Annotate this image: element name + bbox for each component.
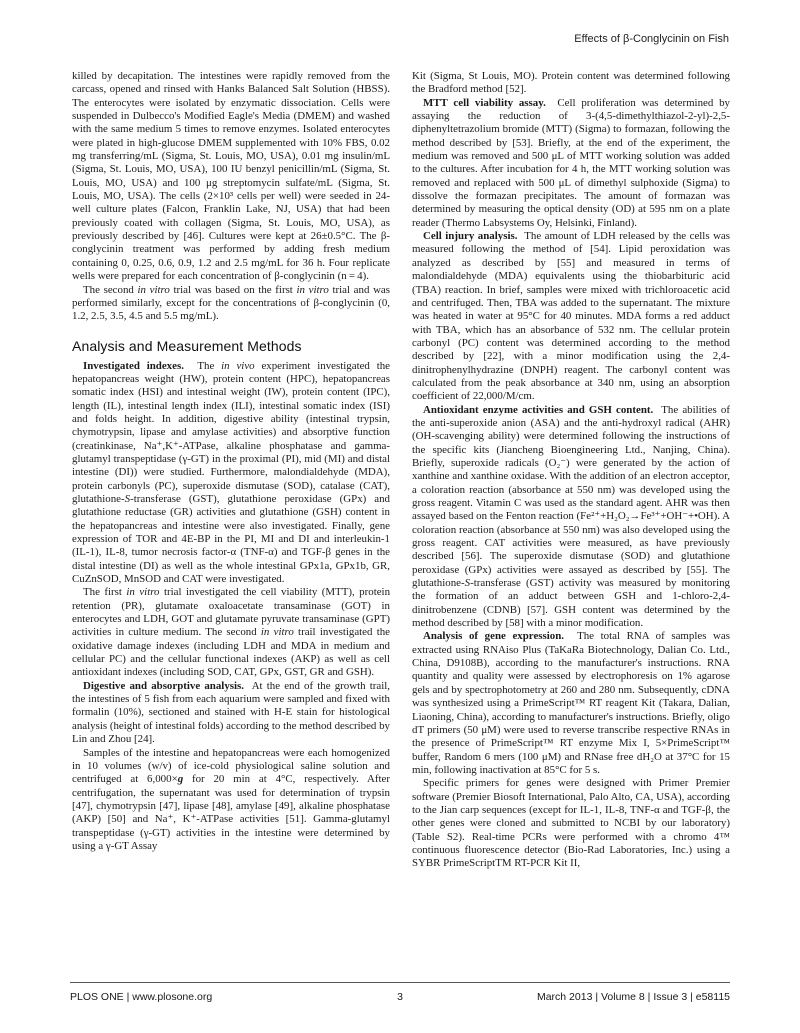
paragraph xyxy=(412,70,730,97)
paragraph xyxy=(72,586,390,679)
text-run: experiment investigated the hepatopancreas weight (HW), protein content (HPC), hepatopancreas somatic index (HSI) and intestinal weight (IW), protein content (IPC), length (IL), intestinal length index (ILI), intestinal somatic index (ISI) and folds height. In addition, digestive ability (intestinal trypsin, chymotrypsin, lipase and amylase activities) and absorptive function (creatinkinase, Na⁺,K⁺-ATPase, alkaline phosphatase and gamma-glutamyl transpeptidase (γ-GT) in the proximal (PI), mid (MI) and distal intestine (DI)) were studied. Furthermore, malondialdehyde (MDA), protein carbonyls (PC), superoxide dismutase (SOD), catalase (CAT), glutathione- xyxy=(72,359,391,505)
text-run: trial and was performed similarly, except for the concentrations of β-conglycinin (0, 1.2, 2.5, 3.5, 4.5 and 5.5 mg/mL). xyxy=(72,283,391,323)
runin-heading: Digestive and absorptive analysis. xyxy=(83,679,244,692)
text-run: The second xyxy=(83,283,138,296)
footer-journal: PLOS ONE | www.plosone.org xyxy=(70,991,213,1003)
text-run: trail investigated the oxidative damage indexes (including LDH and MDA in medium and cellular PC) and the cellular functional indexes (AKP) as well as cell antioxidant indexes (including SOD, CAT, GPx, GST, GR and GSH). xyxy=(72,626,391,679)
paragraph xyxy=(72,284,390,324)
runin-heading: Investigated indexes. xyxy=(83,359,184,372)
text-run: The total RNA of samples was extracted using RNAiso Plus (TaKaRa Biotechnology, Dalian Co. Ltd., China, D9108B), according to the manufacturer's instructions. RNA quantity and quality were assessed by electrophoresis on 1% agarose gels and by spectrophotometry at 260 and 280 nm. Subsequently, cDNA was synthesized using a PrimeScript™ RT reagent Kit (Takara, Dalian, Liaoning, China), according to manufacturer's instructions. Briefly, oligo dT primers (50 μM) were used to reverse transcribe respective RNAs in the presence of PrimeScript™ RT enzyme Mix I, 5×PrimeScript™ buffer, Random 6 mers (100 μM) and RNase free dH₂O at 37°C for 15 min, following inactivation at 85°C for 5 s. xyxy=(412,630,730,776)
runin-heading: Antioxidant enzyme activities and GSH content. xyxy=(423,403,654,416)
text-run: for 20 min at 4°C, respectively. After centrifugation, the supernatant was used for determination of trypsin [47], chymotrypsin [47], lipase [48], amylase [49], alkaline phosphatase (AKP) [50] and Na⁺, K⁺-ATPase activities [51]. Gamma-glutamyl transpeptidase (γ-GT) activities in the intestine were determined by using a γ-GT Assay xyxy=(72,773,390,852)
section-heading: Analysis and Measurement Methods xyxy=(72,337,302,354)
text-run: in vitro xyxy=(137,283,170,296)
text-run: Kit (Sigma, St Louis, MO). Protein content was determined following the Bradford method [52]. xyxy=(412,70,730,96)
text-run: trial investigated the cell viability (MTT), protein retention (PR), glutamate oxaloacetate transaminase (GOT) in enterocytes and LDH, GOT and glutamate pyruvate transaminase (GPT) activities in culture medium. The second xyxy=(72,586,391,639)
two-column-body xyxy=(72,70,730,871)
left-column xyxy=(72,70,390,871)
text-run: The first xyxy=(83,586,127,599)
text-run: killed by decapitation. The intestines were rapidly removed from the carcass, opened and rinsed with Hanks Balanced Salt Solution (HBSS). The enterocytes were isolated by enzymatic dissociation. Cells were suspended in Dulbecco's Modified Eagle's Media (DMEM) and washed with the same medium 5 times to remove enzymes. Isolated enterocytes were plated in high-glucose DMEM supplemented with 10% FBS, 0.02 mg transferring/mL (Sigma, St. Louis, MO, USA), 0.01 mg insulin/mL (Sigma, St. Louis, MO, USA), 100 IU benzyl penicillin/mL (Sigma, St. Louis, MO, USA) and 100 μg streptomycin sulfate/mL (Sigma, St. Louis, MO, USA). The cells (2×10³ cells per well) were seeded in 24-well culture plates (Falcon, Franklin Lake, NJ, USA) that had been previously coated with collagen (Sigma, St. Louis, MO, USA), as previously described by [46]. Cultures were kept at 26±0.5°C. The β-conglycinin treatment was performed by adding fresh medium containing 0, 0.25, 0.6, 0.9, 1.2 and 2.5 mg/mL for 36 h. Four replicate wells were prepared for each concentration of β-conglycinin (n = 4). xyxy=(72,70,390,283)
text-run: in vitro xyxy=(126,586,160,599)
runin-heading: Analysis of gene expression. xyxy=(423,630,565,643)
paragraph xyxy=(72,360,390,587)
paragraph xyxy=(412,97,730,230)
text-run: S xyxy=(124,492,131,505)
text-run: -transferase (GST), glutathione peroxidase (GPx) and glutathione reductase (GR) activities and glutathione (GSH) content in the hepatopancreas and intestine were also investigated. Finally, gene expression of TOR and 4E-BP in the PI, MI and DI and interleukin-1 (IL-1), IL-8, tumor necrosis factor-α (TNF-α) and TGF-β genes in the distal intestine (DI) as well as the whole intestinal GPx1a, GPx1b, GR, CuZnSOD, MnSOD and CAT were investigated. xyxy=(72,492,390,586)
footer-page-number: 3 xyxy=(397,991,403,1003)
right-column xyxy=(412,70,730,871)
text-run: At the end of the growth trail, the intestines of 5 fish from each aquarium were sampled and fixed with formalin (10%), sectioned and stained with H-E stain for histological analysis (height of intestinal folds) according to the method described by Lin and Zhou [24]. xyxy=(72,679,390,746)
text-run: trial was based on the first xyxy=(169,283,297,296)
footer-issue-info: March 2013 | Volume 8 | Issue 3 | e58115 xyxy=(536,991,730,1003)
runin-heading: Cell injury analysis. xyxy=(423,230,518,243)
text-run: Samples of the intestine and hepatopancreas were each homogenized in 10 volumes (w/v) of ice-cold physiological saline solution and centrifuged at 6,000× xyxy=(72,746,390,786)
page-footer xyxy=(70,982,730,1003)
running-head-title: Effects of β-Conglycinin on Fish xyxy=(574,33,729,45)
text-run: Specific primers for genes were designed with Primer Premier software (Premier Biosoft International, Palo Alto, CA, USA), according to the Jian carp sequences (except for IL-1, IL-8, TNF-α and TGF-β, the other genes were cloned and submitted to NCBI by our laboratory) (Table S2). Real-time PCRs were performed with a chromo 4™ continuous fluorescence detector (Bio-Rad Laboratories, Inc.) using a SYBR PrimeScriptTM RT-PCR Kit II, xyxy=(412,777,730,870)
text-run: The xyxy=(183,359,222,372)
text-run: g xyxy=(177,773,184,786)
runin-heading: MTT cell viability assay. xyxy=(423,96,546,109)
text-run: S xyxy=(464,577,471,590)
paragraph xyxy=(412,630,730,777)
text-run: in vitro xyxy=(260,626,294,639)
paragraph xyxy=(72,680,390,747)
text-run: The amount of LDH released by the cells was measured following the method of [54]. Lipid peroxidation was analyzed as described by [55] and measured in terms of malondialdehyde (MDA) equivalents using the thiobarbituric acid (TBA) reaction. In brief, samples were mixed with trichloroacetic acid and centrifuged. Then, TBA was added to the supernatant. The mixture was heated in water at 95°C for 40 minutes. MDA forms a red adduct with TBA, which has an absorbance of 532 nm. The cellular protein carbonyl (PC) content was determined according to the method described by [22], with a minor modification using the 2,4-dinitrophenylhydrazine (DNPH) reagent. The carbonyl content was calculated from the peak absorbance at 340 nm, using an absorption coefficient of 22,000/M/cm. xyxy=(412,230,731,403)
paragraph xyxy=(412,230,730,403)
text-run: in vivo xyxy=(221,359,255,372)
text-run: -transferase (GST) activity was measured by monitoring the formation of an adduct between GSH and 1-chloro-2,4-dinitrobenzene (CDNB) [57]. GSH content was determined by the method described by [58] with a minor modification. xyxy=(412,577,730,630)
paragraph xyxy=(412,777,730,870)
text-run: Cell proliferation was determined by assaying the reduction of 3-(4,5-dimethylthiazol-2-yl)-2,5-diphenyltetrazolium bromide (MTT) (Sigma) to formazan, following the method described by [53]. Briefly, at the end of the experiment, the medium was removed and 500 μL of MTT working solution was added to the cultures. After incubation for 4 h, the MTT working solution was removed and replaced with 500 μL of dimethyl sulphoxide (Sigma) to dissolve the formazan precipitates. The amount of formazan was determined by measuring the optical density (OD) at 595 nm on a plate reader (Thermo Labsystems Oy, Helsinki, Finland). xyxy=(412,96,730,229)
text-run: in vitro xyxy=(296,283,329,296)
paragraph xyxy=(72,747,390,854)
text-run: The abilities of the anti-superoxide anion (ASA) and the anti-hydroxyl radical (AHR) (OH-scavenging ability) were determined following the instructions of the specific kits (Jiancheng Bioengineering Ltd., Nanjing, China). Briefly, superoxide radicals (O₂⁻) were generated by the action of xanthine and xanthine oxidase. With the addition of an electron acceptor, a coloration reaction (absorbance at 550 nm) was developed using the gross reagent. Vitamin C was used as the standard agent. AHR was then assayed based on the Fenton reaction (Fe²⁺+H₂O₂→Fe³⁺+OH⁻+•OH). A coloration reaction (absorbance at 550 nm) was also developed using the gross reagent. CAT activities were measured, as have previously described [56]. The superoxide dismutase (SOD) and glutathione peroxidase (GPx) activities were assayed as described by [55]. The glutathione- xyxy=(412,403,730,590)
paragraph xyxy=(412,404,730,631)
paragraph xyxy=(72,70,390,284)
